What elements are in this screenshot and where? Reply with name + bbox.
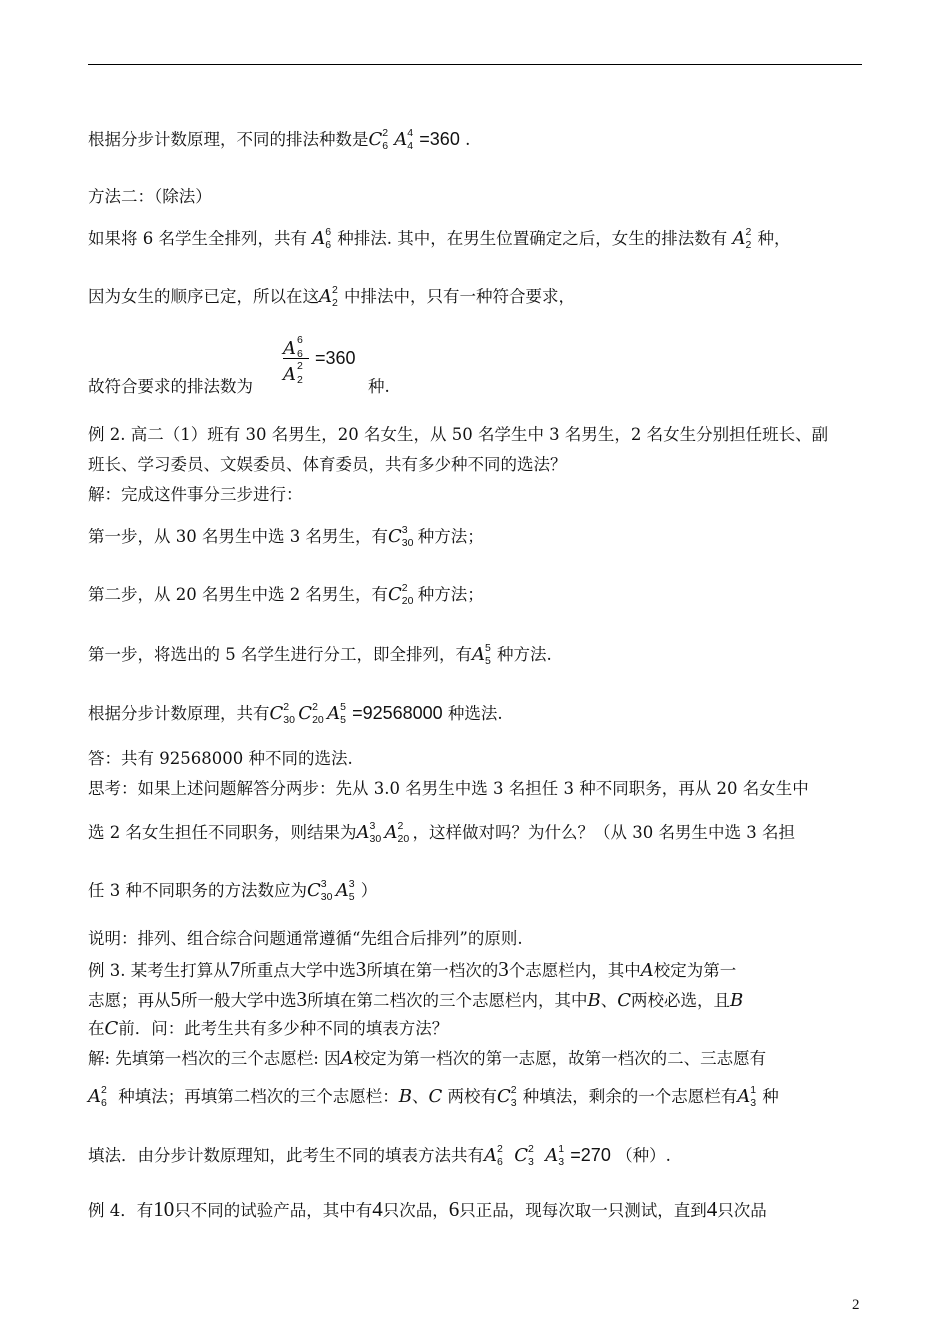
paragraph-line: 因为女生的顺序已定，所以在这A 2 2 中排法中，只有一种符合要求，	[88, 284, 575, 309]
paragraph-line: 例 3. 某考生打算从7所重点大学中选3所填在第一档次的3个志愿栏内，其中A校定为第一	[88, 957, 737, 981]
paragraph-line: 例 2. 高二（1）班有 30 名男生，20 名女生，从 50 名学生中 3 名男生，2 名女生分别担任班长、副	[88, 425, 829, 444]
paragraph-line: 种.	[368, 377, 390, 396]
paragraph-line: 第一步，将选出的 5 名学生进行分工，即全排列，有A 5 5 种方法.	[88, 642, 552, 667]
paragraph-line: 班长、学习委员、文娱委员、体育委员，共有多少种不同的选法？	[88, 455, 567, 474]
paragraph-line: 如果将 6 名学生全排列，共有 A 6 6 种排法. 其中，在男生位置确定之后，女生的排法数有 A 2 2 种，	[88, 226, 791, 251]
paragraph-line: 填法．由分步计数原理知，此考生不同的填表方法共有A 2 6 C 2 3 A 1 3 =270 （种）.	[88, 1143, 671, 1168]
paragraph-line: A 2 6 种填法；再填第二档次的三个志愿栏：B、C 两校有C 2 3 种填法，剩余的一个志愿栏有A 1 3 种	[88, 1084, 779, 1109]
fraction-expression: A 6 6 A 2 2 =360	[283, 334, 356, 386]
paragraph-line: 思考：如果上述问题解答分两步：先从 3.0 名男生中选 3 名担任 3 种不同职务，再从 20 名女生中	[88, 779, 809, 798]
paragraph-line: 志愿；再从5所一般大学中选3所填在第二档次的三个志愿栏内，其中B、C两校必选，且B	[88, 987, 744, 1011]
paragraph-line: 在C前．问：此考生共有多少种不同的填表方法？	[88, 1018, 449, 1039]
paragraph-line: 任 3 种不同职务的方法数应为C 3 30 A 3 5 ）	[88, 878, 378, 903]
paragraph-line: 方法二：（除法）	[88, 187, 212, 206]
paragraph-line: 解：完成这件事分三步进行：	[88, 485, 303, 504]
paragraph-line: 答：共有 92568000 种不同的选法.	[88, 749, 353, 768]
paragraph-line: 根据分步计数原理，不同的排法种数是C 2 6 A 4 4 =360 .	[88, 127, 471, 152]
paragraph-line: 第二步，从 20 名男生中选 2 名男生，有C 2 20 种方法；	[88, 582, 484, 607]
paragraph-line: 解: 先填第一档次的三个志愿栏: 因A校定为第一档次的第一志愿，故第一档次的二、三志愿有	[88, 1048, 767, 1069]
paragraph-line: 根据分步计数原理，共有C 2 30 C 2 20 A 5 5 =92568000 种选法.	[88, 701, 503, 726]
paragraph-line: 说明：排列、组合综合问题通常遵循“先组合后排列”的原则.	[88, 929, 523, 948]
paragraph-line: 例 4．有10只不同的试验产品，其中有4只次品，6只正品，现每次取一只测试，直到4只次品	[88, 1197, 767, 1221]
paragraph-line: 选 2 名女生担任不同职务，则结果为A 3 30 A 2 20 ，这样做对吗？为什么？（从 30 名男生中选 3 名担	[88, 820, 795, 845]
header-rule	[88, 64, 862, 65]
paragraph-line: 故符合要求的排法数为	[88, 377, 253, 396]
page-number: 2	[852, 1297, 860, 1313]
paragraph-line: 第一步，从 30 名男生中选 3 名男生，有C 3 30 种方法；	[88, 524, 484, 549]
